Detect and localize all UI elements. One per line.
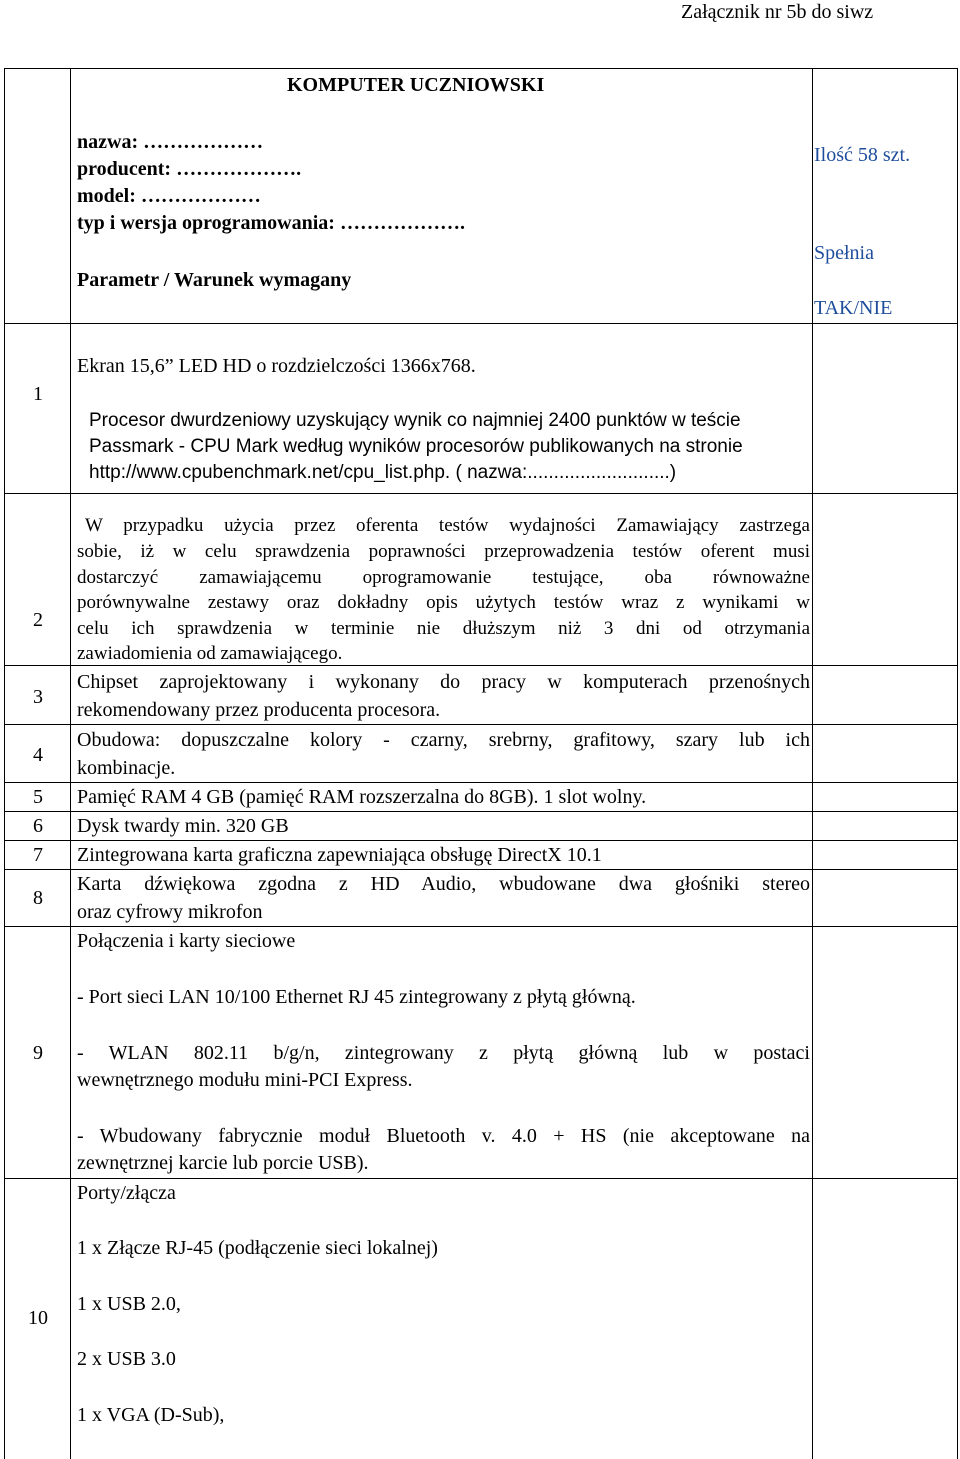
column-divider-left bbox=[70, 68, 71, 1459]
meets-label: Spełnia bbox=[814, 242, 874, 264]
table-border-right bbox=[957, 68, 958, 1459]
disk-spec: Dysk twardy min. 320 GB bbox=[77, 815, 289, 837]
cpu-spec-line-1: Procesor dwurdzeniowy uzyskujący wynik co najmniej 2400 punktów w teście bbox=[89, 410, 741, 431]
row-divider-7 bbox=[4, 869, 958, 870]
yes-no-label: TAK/NIE bbox=[814, 297, 893, 319]
port-usb3: 2 x USB 3.0 bbox=[77, 1348, 176, 1370]
document-title: KOMPUTER UCZNIOWSKI bbox=[287, 74, 545, 96]
benchmark-line-3: dostarczyć zamawiającemu oprogramowanie testujące, oba równoważne bbox=[77, 567, 810, 588]
bluetooth-line-1: - Wbudowany fabrycznie moduł Bluetooth v. 4.0 + HS (nie akceptowane na bbox=[77, 1125, 810, 1147]
wlan-line-1: - WLAN 802.11 b/g/n, zintegrowany z płytą główną lub w postaci bbox=[77, 1042, 810, 1064]
row-divider-9 bbox=[4, 1178, 958, 1179]
case-line-2: kombinacje. bbox=[77, 757, 176, 779]
table-border-left bbox=[4, 68, 5, 1459]
network-title: Połączenia i karty sieciowe bbox=[77, 930, 296, 952]
param-label: Parametr / Warunek wymagany bbox=[77, 269, 352, 291]
port-usb2: 1 x USB 2.0, bbox=[77, 1293, 181, 1315]
row-divider-6 bbox=[4, 840, 958, 841]
port-vga: 1 x VGA (D-Sub), bbox=[77, 1404, 225, 1426]
screen-spec: Ekran 15,6” LED HD o rozdzielczości 1366x768. bbox=[77, 355, 476, 377]
table-border-top bbox=[4, 68, 958, 69]
case-line-1: Obudowa: dopuszczalne kolory - czarny, srebrny, grafitowy, szary lub ich bbox=[77, 729, 810, 751]
row-number-3: 3 bbox=[33, 686, 43, 708]
row-divider-1 bbox=[4, 493, 958, 494]
column-divider-right bbox=[812, 68, 813, 1459]
bluetooth-line-2: zewnętrznej karcie lub porcie USB). bbox=[77, 1152, 369, 1174]
cpu-spec-line-3: http://www.cpubenchmark.net/cpu_list.php. ( nazwa:...........................) bbox=[89, 462, 677, 483]
ports-title: Porty/złącza bbox=[77, 1182, 176, 1204]
row-number-8: 8 bbox=[33, 887, 43, 909]
row-number-5: 5 bbox=[33, 786, 43, 808]
lan-spec: - Port sieci LAN 10/100 Ethernet RJ 45 zintegrowany z płytą główną. bbox=[77, 986, 636, 1008]
chipset-line-2: rekomendowany przez producenta procesora. bbox=[77, 699, 441, 721]
wlan-line-2: wewnętrznego modułu mini-PCI Express. bbox=[77, 1069, 413, 1091]
row-divider-3 bbox=[4, 724, 958, 725]
row-number-7: 7 bbox=[33, 844, 43, 866]
benchmark-line-5: celu ich sprawdzenia w terminie nie dłuższym niż 3 dni od otrzymania bbox=[77, 618, 810, 639]
field-producer: producent: ………………. bbox=[77, 158, 302, 180]
graphics-spec: Zintegrowana karta graficzna zapewniająca obsługę DirectX 10.1 bbox=[77, 844, 602, 866]
row-number-1: 1 bbox=[33, 383, 43, 405]
row-divider-4 bbox=[4, 782, 958, 783]
row-number-10: 10 bbox=[28, 1307, 48, 1329]
benchmark-line-1: W przypadku użycia przez oferenta testów wydajności Zamawiający zastrzega bbox=[85, 515, 810, 536]
ram-spec: Pamięć RAM 4 GB (pamięć RAM rozszerzalna do 8GB). 1 slot wolny. bbox=[77, 786, 647, 808]
annex-label: Załącznik nr 5b do siwz bbox=[681, 1, 874, 23]
row-number-2: 2 bbox=[33, 609, 43, 631]
benchmark-line-4: porównywalne zestawy oraz dokładny opis użytych testów wraz z wynikami w bbox=[77, 592, 810, 613]
header-divider bbox=[4, 323, 958, 324]
row-divider-8 bbox=[4, 926, 958, 927]
benchmark-line-6: zawiadomienia od zamawiającego. bbox=[77, 643, 343, 664]
chipset-line-1: Chipset zaprojektowany i wykonany do pracy w komputerach przenośnych bbox=[77, 671, 810, 693]
row-number-6: 6 bbox=[33, 815, 43, 837]
row-number-9: 9 bbox=[33, 1042, 43, 1064]
port-rj45: 1 x Złącze RJ-45 (podłączenie sieci lokalnej) bbox=[77, 1237, 438, 1259]
benchmark-line-2: sobie, iż w celu sprawdzenia poprawności przeprowadzenia testów oferent musi bbox=[77, 541, 810, 562]
field-model: model: ……………… bbox=[77, 185, 261, 207]
field-software: typ i wersja oprogramowania: ………………. bbox=[77, 212, 465, 234]
audio-line-2: oraz cyfrowy mikrofon bbox=[77, 901, 263, 923]
cpu-spec-line-2: Passmark - CPU Mark według wyników procesorów publikowanych na stronie bbox=[89, 436, 743, 457]
row-divider-2 bbox=[4, 665, 958, 666]
field-name: nazwa: ……………… bbox=[77, 131, 264, 153]
row-divider-5 bbox=[4, 811, 958, 812]
audio-line-1: Karta dźwiękowa zgodna z HD Audio, wbudowane dwa głośniki stereo bbox=[77, 873, 810, 895]
row-number-4: 4 bbox=[33, 744, 43, 766]
quantity-label: Ilość 58 szt. bbox=[814, 144, 911, 166]
